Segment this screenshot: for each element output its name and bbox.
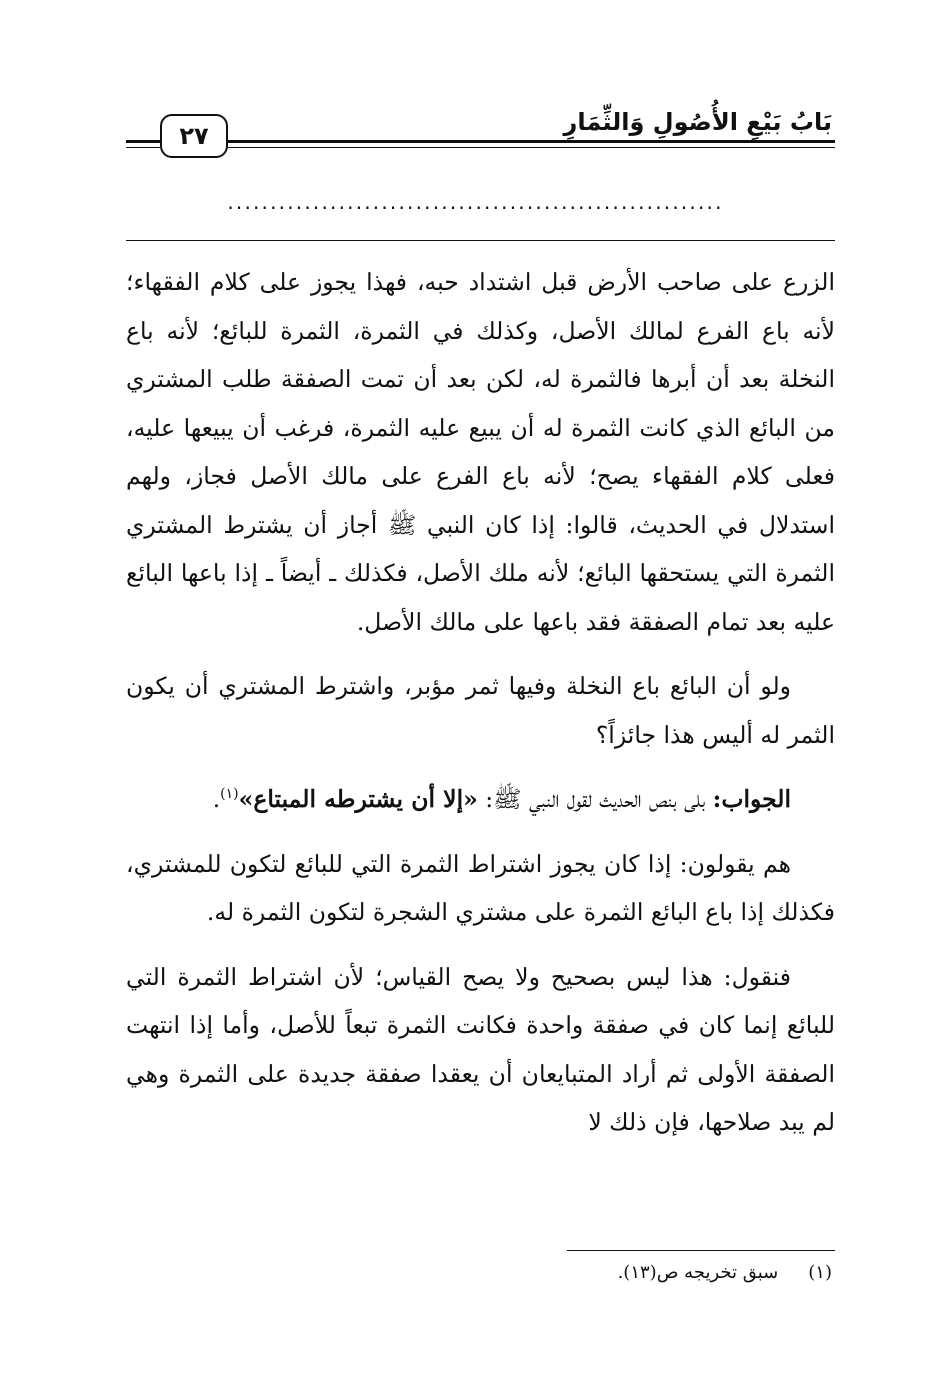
main-text <box>126 258 835 1163</box>
answer-label: الجواب: <box>712 785 791 813</box>
page-number <box>160 114 228 158</box>
footnote-text: سبق تخريجه ص(١٣). <box>617 1262 779 1283</box>
paragraph-2: ولو أن البائع باع النخلة وفيها ثمر مؤبر، واشترط المشتري أن يكون الثمر له أليس هذا جائزاً؟ <box>126 672 835 749</box>
header-rule-left-thin <box>126 147 160 148</box>
header-rule-right-thick <box>228 140 835 143</box>
paragraph-3: هم يقولون: إذا كان يجوز اشتراط الثمرة التي للبائع لتكون للمشتري، فكذلك إذا باع البائع الثمرة على مشتري الشجرة لتكون الثمرة له. <box>126 849 835 926</box>
header-rule-left-thick <box>126 140 160 143</box>
dotted-divider: .......................................................... <box>227 190 724 214</box>
page-number-text: ٢٧ <box>179 122 209 150</box>
footnote-rule <box>567 1250 835 1251</box>
footnote <box>618 1262 832 1283</box>
header-rule-right-thin <box>228 147 835 148</box>
answer-text: بلى بنص الحديث لقول النبي ﷺ: <box>477 785 713 813</box>
paragraph-4: فنقول: هذا ليس بصحيح ولا يصح القياس؛ لأن اشتراط الثمرة التي للبائع إنما كان في صفقة واحدة فكانت الثمرة تبعاً للأصل، وأما إذا انتهت الصفقة الأولى ثم أراد المتبايعان أن يعقدا صفقة جديدة على الثمرة وهي لم يبد صلاحها، فإن ذلك لا <box>126 962 835 1136</box>
footnote-reference: (١) <box>220 786 239 803</box>
hadith-quote: «إلا أن يشترطه المبتاع» <box>238 785 478 813</box>
answer-paragraph <box>126 775 835 824</box>
answer-end: . <box>212 785 221 813</box>
paragraph-1: الزرع على صاحب الأرض قبل اشتداد حبه، فهذا يجوز على كلام الفقهاء؛ لأنه باع الفرع لمالك الأصل، وكذلك في الثمرة، الثمرة للبائع؛ لأنه باع النخلة بعد أن أبرها فالثمرة له، لكن بعد أن تمت الصفقة طلب المشتري من البائع الذي كانت الثمرة له أن يبيع عليه الثمرة، فرغب أن يبيعها عليه، فعلى كلام الفقهاء يصح؛ لأنه باع الفرع على مالك الأصل فجاز، ولهم استدلال في الحديث، قالوا: إذا كان النبي ﷺ أجاز أن يشترط المشتري الثمرة التي يستحقها البائع؛ لأنه ملك الأصل، فكذلك ـ أيضاً ـ إذا باعها البائع عليه بعد تمام الصفقة فقد باعها على مالك الأصل. <box>126 268 835 636</box>
text-separator-rule <box>126 240 835 241</box>
footnote-number: (١) <box>808 1262 832 1283</box>
chapter-title: بَابُ بَيْعِ الأُصُولِ وَالثِّمَارِ <box>563 108 832 136</box>
